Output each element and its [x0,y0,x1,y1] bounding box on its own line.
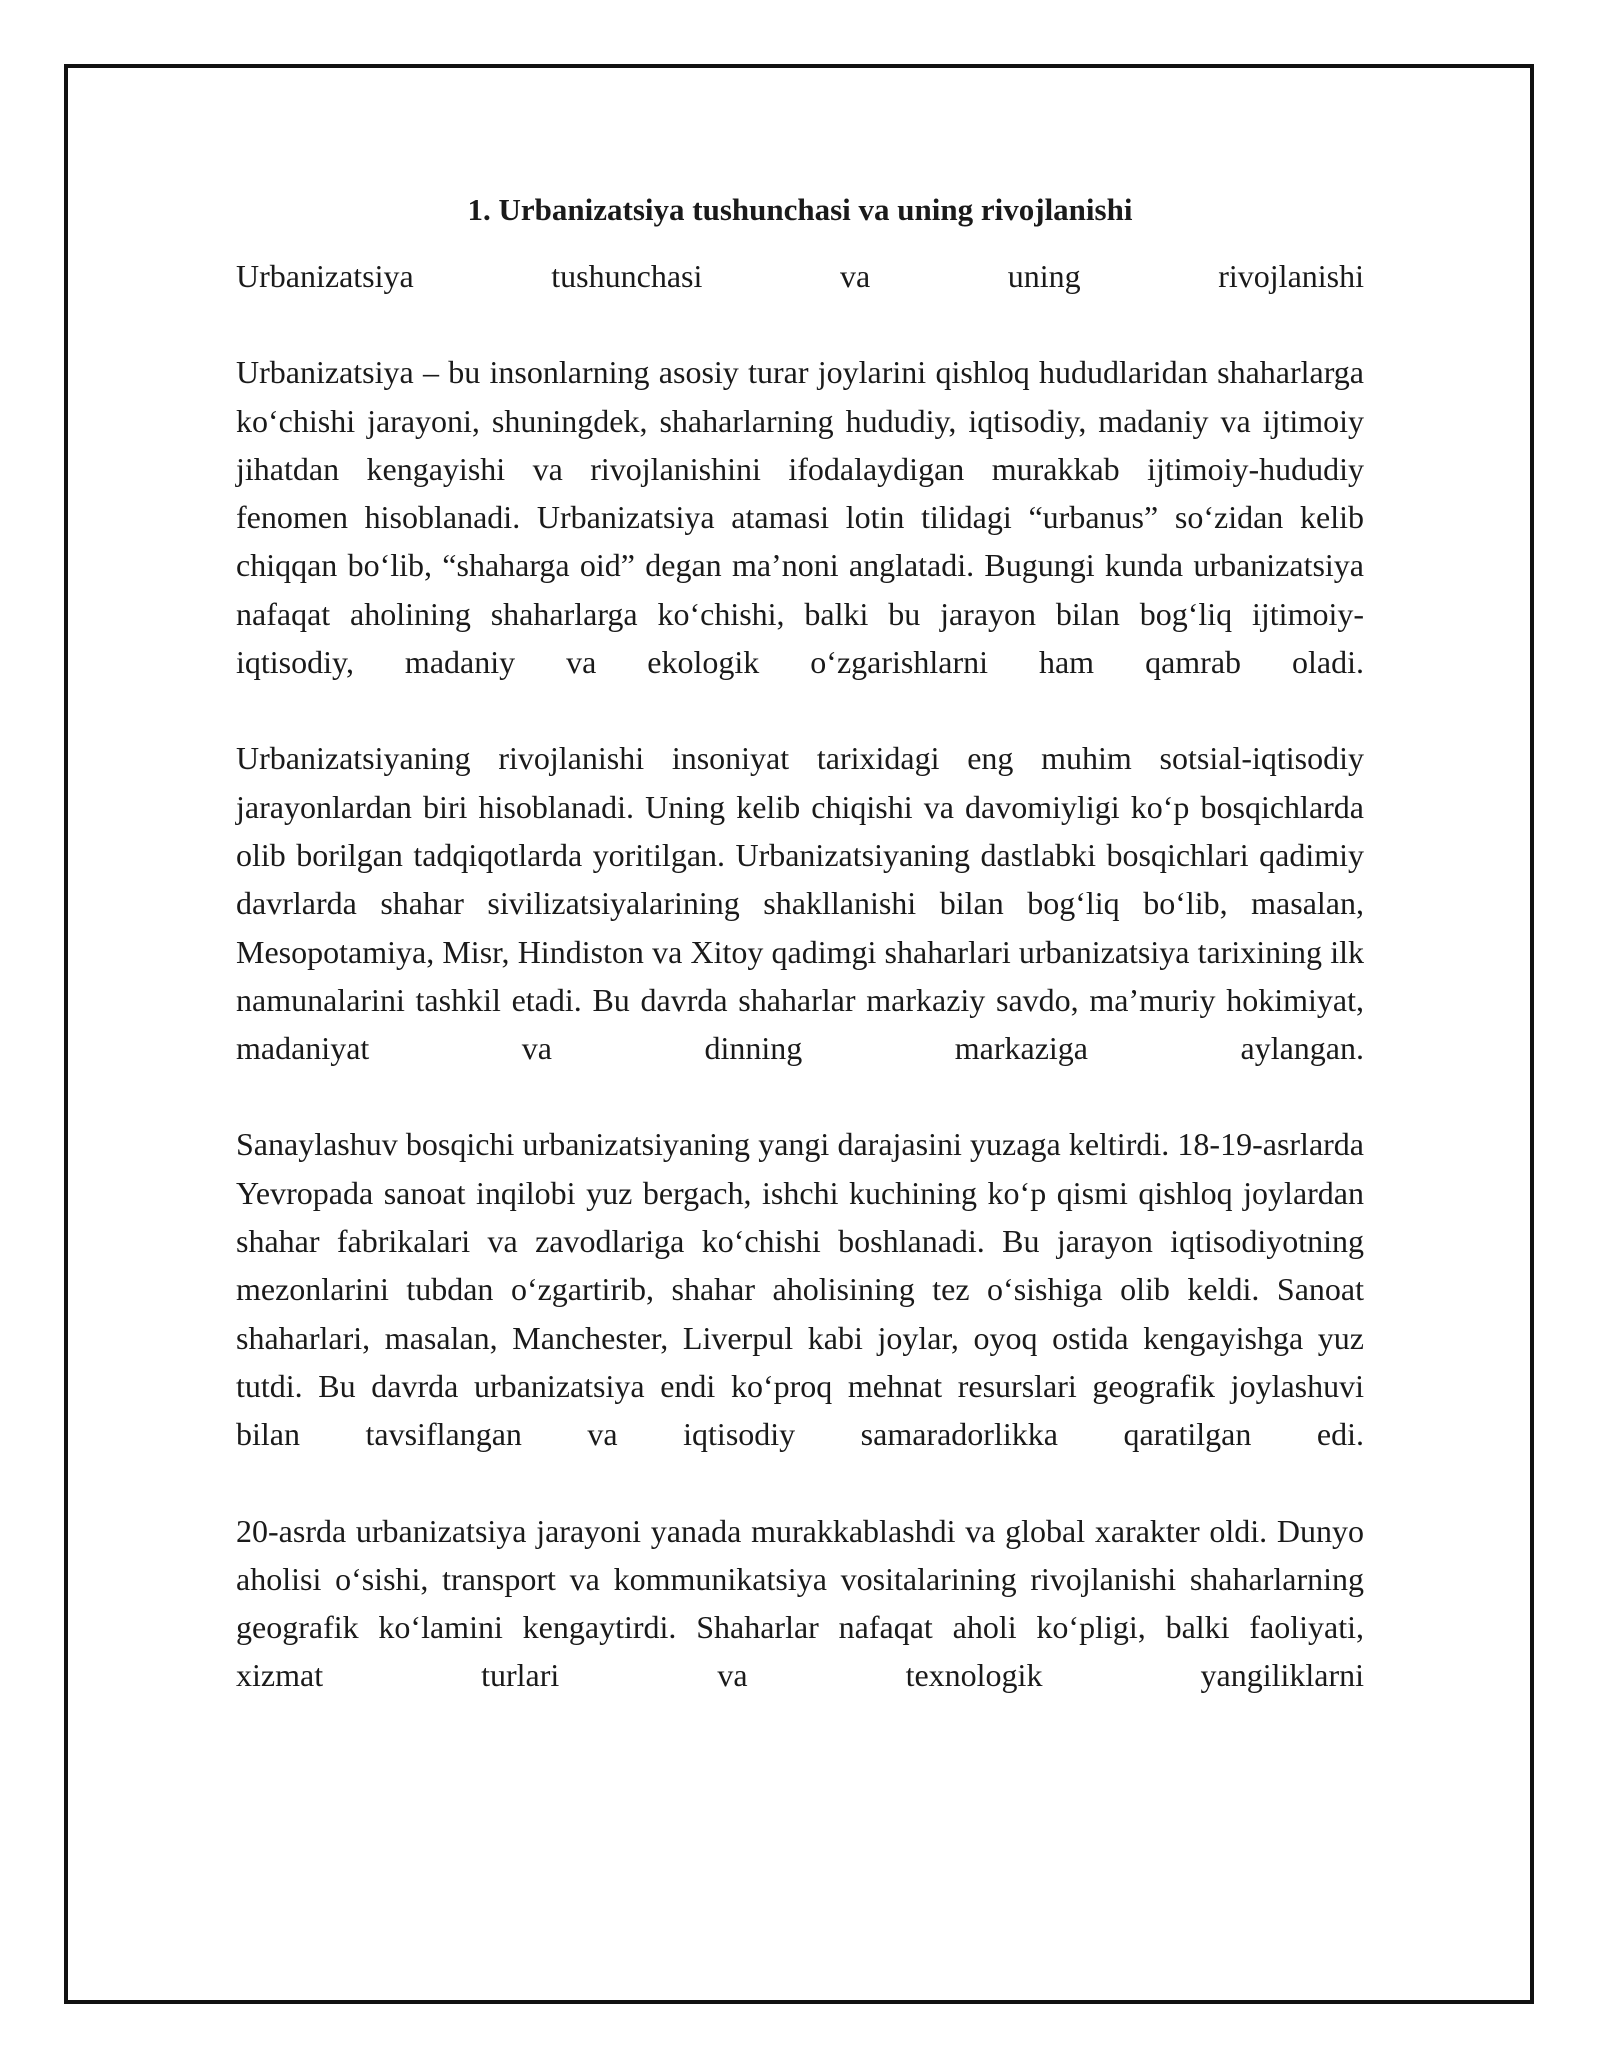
paragraph-4: 20-asrda urbanizatsiya jarayoni yanada murakkablashdi va global xarakter oldi. Dunyo aholisi o‘sishi, transport va kommunikatsiya vositalarining rivojlanishi shaharlarning geografik ko‘lamini kengaytirdi. Shaharlar nafaqat aholi ko‘pligi, balki faoliyati, xizmat turlari va texnologik yangiliklarni [236,1512,1364,1694]
document-body [236,186,1364,1700]
document-title: 1. Urbanizatsiya tushunchasi va uning rivojlanishi [467,192,1133,227]
paragraph-1: Urbanizatsiya – bu insonlarning asosiy turar joylarini qishloq hududlaridan shaharlarga ko‘chishi jarayoni, shuningdek, shaharlarning hududiy, iqtisodiy, madaniy va ijtimoiy jihatdan kengayishi va rivojlanishini ifodalaydigan murakkab ijtimoiy-hududiy fenomen hisoblanadi. Urbanizatsiya atamasi lotin tilidagi “urbanus” so‘zidan kelib chiqqan bo‘lib, “shaharga oid” degan ma’noni anglatadi. Bugungi kunda urbanizatsiya nafaqat aholining shaharlarga ko‘chishi, balki bu jarayon bilan bog‘liq ijtimoiy-iqtisodiy, madaniy va ekologik o‘zgarishlarni ham qamrab oladi. [236,354,1364,681]
subtitle-line: Urbanizatsiya tushunchasi va uning rivojlanishi [236,258,1364,294]
paragraph-3: Sanaylashuv bosqichi urbanizatsiyaning yangi darajasini yuzaga keltirdi. 18-19-asrlarda Yevropada sanoat inqilobi yuz bergach, ishchi kuchining ko‘p qismi qishloq joylardan shahar fabrikalari va zavodlariga ko‘chishi boshlanadi. Bu jarayon iqtisodiyotning mezonlarini tubdan o‘zgartirib, shahar aholisining tez o‘sishiga olib keldi. Sanoat shaharlari, masalan, Manchester, Liverpul kabi joylar, oyoq ostida kengayishga yuz tutdi. Bu davrda urbanizatsiya endi ko‘proq mehnat resurslari geografik joylashuvi bilan tavsiflangan va iqtisodiy samaradorlikka qaratilgan edi. [236,1126,1364,1453]
paragraph-2: Urbanizatsiyaning rivojlanishi insoniyat tarixidagi eng muhim sotsial-iqtisodiy jarayonlardan biri hisoblanadi. Uning kelib chiqishi va davomiyligi ko‘p bosqichlarda olib borilgan tadqiqotlarda yoritilgan. Urbanizatsiyaning dastlabki bosqichlari qadimiy davrlarda shahar sivilizatsiyalarining shakllanishi bilan bog‘liq bo‘lib, masalan, Mesopotamiya, Misr, Hindiston va Xitoy qadimgi shaharlari urbanizatsiya tarixining ilk namunalarini tashkil etadi. Bu davrda shaharlar markaziy savdo, ma’muriy hokimiyat, madaniyat va dinning markaziga aylangan. [236,740,1364,1067]
